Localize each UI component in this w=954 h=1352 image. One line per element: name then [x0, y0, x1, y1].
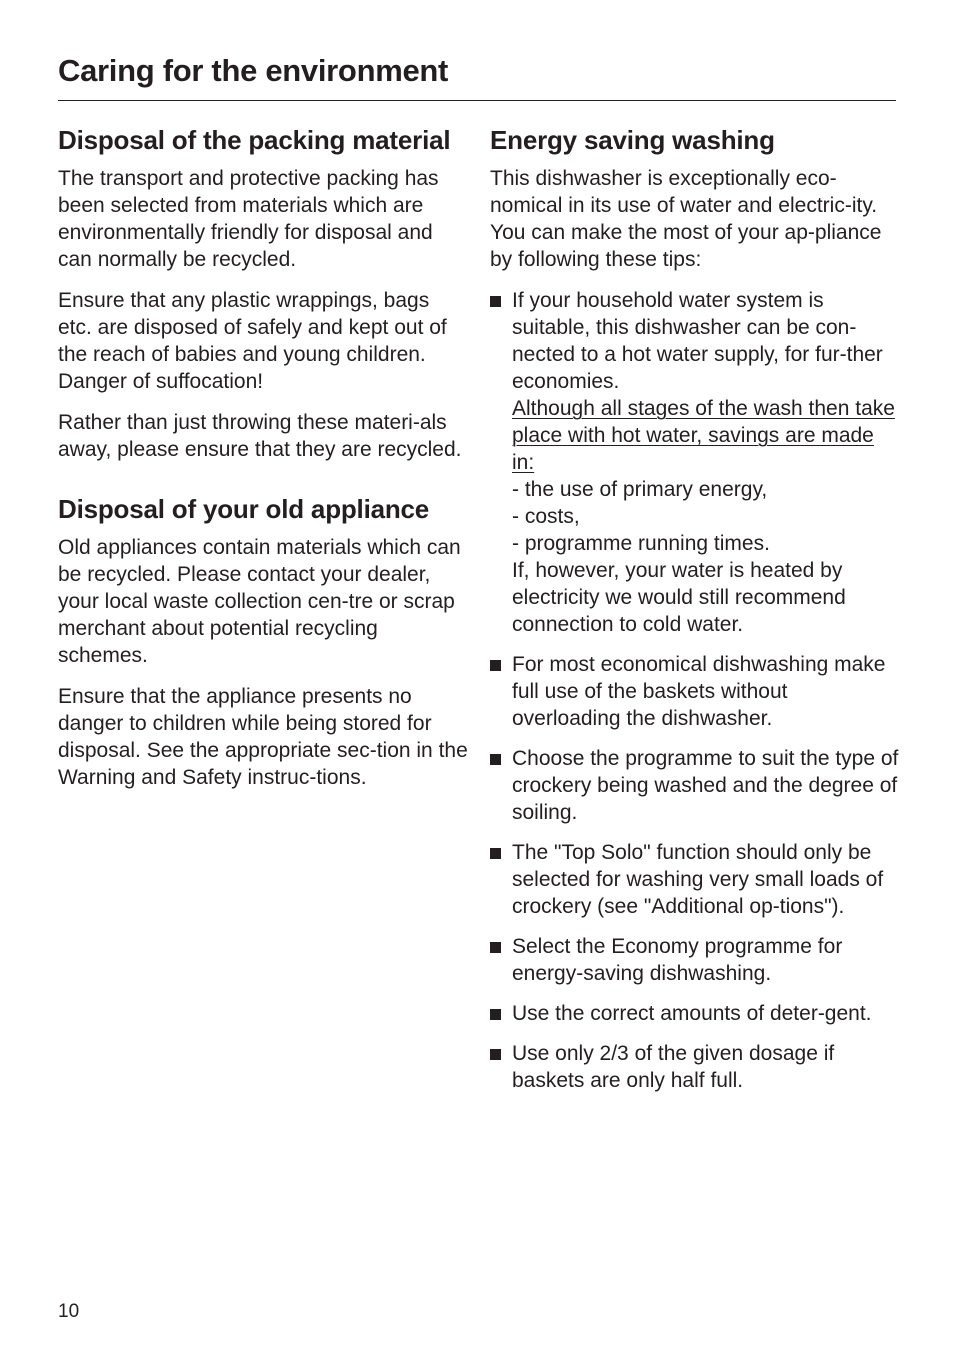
bullet-text: Choose the programme to suit the type of crockery being washed and the degree of soiling.	[512, 747, 899, 824]
savings-item-costs: - costs,	[512, 505, 580, 528]
old-appliance-paragraph-1: Old appliances contain materials which can be recycled. Please contact your dealer, your local waste collection cen-tre or scrap merchant about potential recycling schemes.	[58, 536, 461, 667]
packing-paragraph-2: Ensure that any plastic wrappings, bags etc. are disposed of safely and kept out of the reach of babies and young children. Danger of suffocation!	[58, 289, 447, 393]
savings-item-running-times: - programme running times.	[512, 532, 770, 555]
square-bullet-icon	[490, 942, 501, 953]
old-appliance-paragraph-2: Ensure that the appliance presents no danger to children while being stored for disposal. See the appropriate sec-tion in the Warning and Safety instruc-tions.	[58, 685, 468, 789]
packing-paragraph-3: Rather than just throwing these materi-als away, please ensure that they are recycled.	[58, 411, 462, 461]
old-appliance-section	[58, 493, 468, 791]
savings-item-primary-energy: - the use of primary energy,	[512, 478, 768, 501]
bullet-text: Select the Economy programme for energy-saving dishwashing.	[512, 935, 843, 985]
bullet-text: The "Top Solo" function should only be selected for washing very small loads of crockery (see "Additional op-tions").	[512, 841, 884, 918]
left-column	[58, 124, 468, 805]
page-title: Caring for the environment	[58, 53, 449, 88]
title-divider	[58, 100, 896, 101]
bullet-text: For most economical dishwashing make full use of the baskets without overloading the dishwasher.	[512, 653, 886, 730]
energy-tips-list	[490, 287, 900, 1094]
right-column	[490, 124, 900, 1107]
square-bullet-icon	[490, 848, 501, 859]
list-item	[490, 1000, 900, 1027]
list-item	[490, 839, 900, 920]
list-item	[490, 651, 900, 732]
list-item	[490, 933, 900, 987]
cold-water-note: If, however, your water is heated by electricity we would still recommend connection to cold water.	[512, 559, 846, 636]
square-bullet-icon	[490, 1009, 501, 1020]
energy-saving-intro: This dishwasher is exceptionally eco-nomical in its use of water and electric-ity. You can make the most of your ap-pliance by following these tips:	[490, 167, 882, 271]
energy-saving-section	[490, 124, 900, 1094]
square-bullet-icon	[490, 660, 501, 671]
old-appliance-heading: Disposal of your old appliance	[58, 494, 430, 524]
square-bullet-icon	[490, 1049, 501, 1060]
list-item	[490, 287, 900, 638]
list-item	[490, 1040, 900, 1094]
packing-paragraph-1: The transport and protective packing has been selected from materials which are environmentally friendly for disposal and can normally be recycled.	[58, 167, 439, 271]
hot-water-tip-text: If your household water system is suitable, this dishwasher can be con-nected to a hot water supply, for fur-ther economies.	[512, 289, 883, 393]
packing-disposal-section	[58, 124, 468, 463]
page-number: 10	[58, 1301, 80, 1322]
packing-disposal-heading: Disposal of the packing material	[58, 125, 451, 155]
list-item	[490, 745, 900, 826]
bullet-text	[512, 287, 900, 638]
hot-water-savings-underlined: Although all stages of the wash then take place with hot water, savings are made in:	[512, 397, 895, 474]
square-bullet-icon	[490, 296, 501, 307]
energy-saving-heading: Energy saving washing	[490, 125, 775, 155]
bullet-text: Use only 2/3 of the given dosage if baskets are only half full.	[512, 1042, 835, 1092]
square-bullet-icon	[490, 754, 501, 765]
bullet-text: Use the correct amounts of deter-gent.	[512, 1002, 872, 1025]
